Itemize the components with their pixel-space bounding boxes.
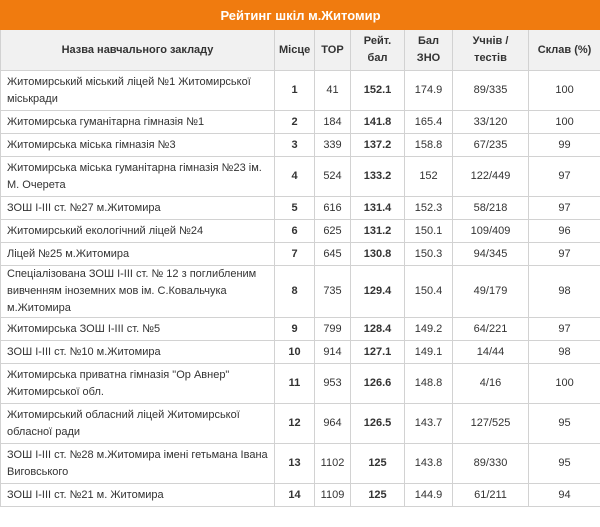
rating-cell: 131.2 [351,220,405,243]
place-cell: 12 [275,404,315,444]
passed-cell: 97 [529,197,600,220]
table-row [1,220,600,243]
table-row [1,318,600,341]
passed-cell: 98 [529,341,600,364]
students-cell: 89/330 [453,444,529,484]
top-cell: 799 [315,318,351,341]
students-cell: 14/44 [453,341,529,364]
table-row [1,364,600,404]
rating-cell: 125 [351,484,405,507]
zno-cell: 144.9 [405,484,453,507]
rating-cell: 130.8 [351,243,405,266]
top-cell: 524 [315,157,351,197]
students-cell: 94/345 [453,243,529,266]
top-cell: 735 [315,266,351,318]
rating-cell: 125 [351,444,405,484]
passed-cell: 98 [529,266,600,318]
top-cell: 339 [315,134,351,157]
school-name-cell: Житомирська міська гімназія №3 [1,134,275,157]
school-name-cell: Житомирський міський ліцей №1 Житомирської міськради [1,71,275,111]
zno-cell: 143.7 [405,404,453,444]
top-cell: 914 [315,341,351,364]
table-row [1,444,600,484]
school-name-cell: Житомирський екологічний ліцей №24 [1,220,275,243]
school-name-cell: ЗОШ I-III ст. №28 м.Житомира імені гетьмана Івана Виговського [1,444,275,484]
table-row [1,266,600,318]
rating-cell: 129.4 [351,266,405,318]
passed-cell: 95 [529,444,600,484]
school-name-cell: Житомирський обласний ліцей Житомирської обласної ради [1,404,275,444]
passed-cell: 100 [529,111,600,134]
place-cell: 14 [275,484,315,507]
table-row [1,341,600,364]
zno-cell: 152 [405,157,453,197]
zno-cell: 150.1 [405,220,453,243]
place-cell: 4 [275,157,315,197]
school-name-cell: Житомирська приватна гімназія "Ор Авнер" Житомирської обл. [1,364,275,404]
school-name-cell: ЗОШ I-III ст. №10 м.Житомира [1,341,275,364]
rating-cell: 137.2 [351,134,405,157]
zno-cell: 174.9 [405,71,453,111]
place-cell: 7 [275,243,315,266]
place-cell: 11 [275,364,315,404]
passed-cell: 97 [529,243,600,266]
passed-cell: 94 [529,484,600,507]
passed-cell: 97 [529,157,600,197]
students-cell: 61/211 [453,484,529,507]
students-cell: 49/179 [453,266,529,318]
header-zno: Бал ЗНО [405,30,453,71]
place-cell: 8 [275,266,315,318]
place-cell: 5 [275,197,315,220]
school-name-cell: Житомирська ЗОШ I-III ст. №5 [1,318,275,341]
rating-cell: 141.8 [351,111,405,134]
passed-cell: 100 [529,364,600,404]
students-cell: 89/335 [453,71,529,111]
top-cell: 625 [315,220,351,243]
school-name-cell: ЗОШ I-III ст. №21 м. Житомира [1,484,275,507]
table-row [1,71,600,111]
header-top: TOP [315,30,351,71]
zno-cell: 158.8 [405,134,453,157]
table-row [1,484,600,507]
rating-cell: 128.4 [351,318,405,341]
school-name-cell: ЗОШ I-III ст. №27 м.Житомира [1,197,275,220]
zno-cell: 149.1 [405,341,453,364]
school-name-cell: Житомирська міська гуманітарна гімназія №23 ім. М. Очерета [1,157,275,197]
zno-cell: 152.3 [405,197,453,220]
header-students: Учнів / тестів [453,30,529,71]
zno-cell: 165.4 [405,111,453,134]
place-cell: 1 [275,71,315,111]
students-cell: 122/449 [453,157,529,197]
students-cell: 67/235 [453,134,529,157]
header-name: Назва навчального закладу [1,30,275,71]
students-cell: 58/218 [453,197,529,220]
rating-cell: 152.1 [351,71,405,111]
top-cell: 616 [315,197,351,220]
top-cell: 41 [315,71,351,111]
table-title-row [1,1,600,30]
table-row [1,404,600,444]
passed-cell: 96 [529,220,600,243]
zno-cell: 148.8 [405,364,453,404]
top-cell: 1109 [315,484,351,507]
top-cell: 953 [315,364,351,404]
zno-cell: 150.3 [405,243,453,266]
top-cell: 964 [315,404,351,444]
school-name-cell: Житомирська гуманітарна гімназія №1 [1,111,275,134]
school-name-cell: Ліцей №25 м.Житомира [1,243,275,266]
table-row [1,134,600,157]
passed-cell: 99 [529,134,600,157]
passed-cell: 97 [529,318,600,341]
students-cell: 33/120 [453,111,529,134]
top-cell: 1102 [315,444,351,484]
passed-cell: 100 [529,71,600,111]
table-row [1,243,600,266]
table-row [1,157,600,197]
rating-cell: 126.6 [351,364,405,404]
place-cell: 10 [275,341,315,364]
school-name-cell: Спеціалізована ЗОШ I-III ст. № 12 з поглибленим вивченням іноземних мов ім. С.Ковальчука м.Житомира [1,266,275,318]
top-cell: 645 [315,243,351,266]
place-cell: 13 [275,444,315,484]
zno-cell: 150.4 [405,266,453,318]
place-cell: 9 [275,318,315,341]
place-cell: 2 [275,111,315,134]
table-row [1,197,600,220]
place-cell: 6 [275,220,315,243]
students-cell: 109/409 [453,220,529,243]
table-row [1,111,600,134]
zno-cell: 143.8 [405,444,453,484]
top-cell: 184 [315,111,351,134]
rating-cell: 127.1 [351,341,405,364]
header-row [1,30,600,71]
zno-cell: 149.2 [405,318,453,341]
rating-cell: 126.5 [351,404,405,444]
header-passed: Склав (%) [529,30,600,71]
students-cell: 127/525 [453,404,529,444]
passed-cell: 95 [529,404,600,444]
rating-cell: 131.4 [351,197,405,220]
header-place: Місце [275,30,315,71]
students-cell: 4/16 [453,364,529,404]
header-rating: Рейт. бал [351,30,405,71]
place-cell: 3 [275,134,315,157]
rating-cell: 133.2 [351,157,405,197]
table-title: Рейтинг шкіл м.Житомир [1,1,600,30]
students-cell: 64/221 [453,318,529,341]
